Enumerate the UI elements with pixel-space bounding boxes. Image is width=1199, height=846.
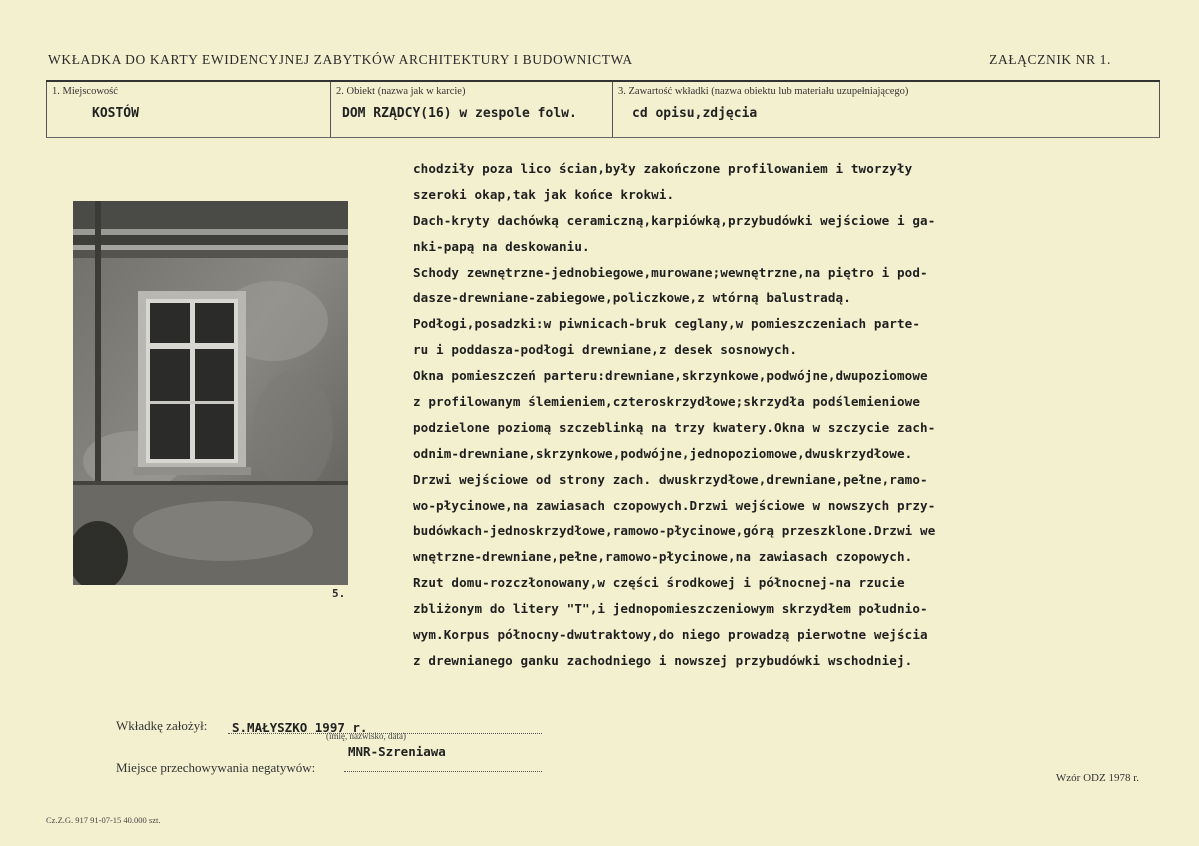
photo-illustration bbox=[73, 201, 348, 585]
locality-label: 1. Miejscowość bbox=[52, 86, 118, 97]
field-divider-1 bbox=[46, 82, 47, 137]
text-line: wym.Korpus północny-dwutraktowy,do niego prowadzą pierwotne wejścia bbox=[413, 627, 928, 643]
object-value: DOM RZĄDCY(16) w zespole folw. bbox=[342, 106, 577, 121]
text-line: szeroki okap,tak jak końce krokwi. bbox=[413, 186, 675, 202]
field-divider-4 bbox=[1159, 82, 1160, 137]
locality-value: KOSTÓW bbox=[92, 106, 139, 121]
header-bottom-rule bbox=[46, 137, 1160, 138]
author-label: Wkładkę założył: bbox=[116, 718, 208, 733]
text-line: podzielone poziomą szczeblinką na trzy kwatery.Okna w szczycie zach- bbox=[413, 419, 936, 435]
text-line: Rzut domu-rozczłonowany,w części środkowej i północnej-na rzucie bbox=[413, 575, 905, 591]
storage-value: MNR-Szreniawa bbox=[348, 744, 446, 759]
annex-number: ZAŁĄCZNIK NR 1. bbox=[989, 52, 1111, 67]
text-line: odnim-drewniane,skrzynkowe,podwójne,jednopoziomowe,dwuskrzydłowe. bbox=[413, 445, 913, 461]
photo-number: 5. bbox=[332, 587, 346, 600]
text-line: dasze-drewniane-zabiegowe,policzkowe,z wtórną balustradą. bbox=[413, 290, 851, 306]
text-line: wnętrzne-drewniane,pełne,ramowo-płycinowe,na zawiasach czopowych. bbox=[413, 549, 913, 565]
print-info: Cz.Z.G. 917 91-07-15 40.000 szt. bbox=[46, 815, 161, 825]
author-value: S.MAŁYSZKO 1997 r. bbox=[232, 720, 368, 735]
text-line: wo-płycinowe,na zawiasach czopowych.Drzwi wejściowe w nowszych przy- bbox=[413, 497, 936, 513]
form-template-id: Wzór ODZ 1978 r. bbox=[1055, 772, 1139, 784]
object-label: 2. Obiekt (nazwa jak w karcie) bbox=[336, 86, 466, 97]
text-line: Podłogi,posadzki:w piwnicach-bruk ceglany,w pomieszczeniach parte- bbox=[413, 316, 921, 332]
building-photo bbox=[73, 201, 348, 585]
storage-dotted-line bbox=[344, 771, 542, 772]
text-line: Drzwi wejściowe od strony zach. dwuskrzydłowe,drewniane,pełne,ramo- bbox=[413, 471, 928, 487]
author-caption: (imię, nazwisko, data) bbox=[326, 731, 406, 741]
text-line: zbliżonym do litery "T",i jednopomieszczeniowym skrzydłem południo- bbox=[413, 601, 928, 617]
document-title: WKŁADKA DO KARTY EWIDENCYJNEJ ZABYTKÓW ARCHITEKTURY I BUDOWNICTWA bbox=[48, 52, 633, 67]
text-line: ru i poddasza-podłogi drewniane,z desek sosnowych. bbox=[413, 342, 798, 358]
text-line: nki-papą na deskowaniu. bbox=[413, 238, 590, 254]
text-line: chodziły poza lico ścian,były zakończone profilowaniem i tworzyły bbox=[413, 161, 913, 176]
field-divider-3 bbox=[612, 82, 613, 137]
contents-label: 3. Zawartość wkładki (nazwa obiektu lub materiału uzupełniającego) bbox=[618, 86, 909, 97]
text-line: Schody zewnętrzne-jednobiegowe,murowane;wewnętrzne,na piętro i pod- bbox=[413, 264, 928, 280]
field-divider-2 bbox=[330, 82, 331, 137]
header-top-rule bbox=[46, 80, 1160, 82]
storage-label: Miejsce przechowywania negatywów: bbox=[116, 760, 316, 775]
text-line: Dach-kryty dachówką ceramiczną,karpiówką,przybudówki wejściowe i ga- bbox=[413, 212, 936, 228]
text-line: budówkach-jednoskrzydłowe,ramowo-płycinowe,górą przeszklone.Drzwi we bbox=[413, 523, 936, 539]
text-line: Okna pomieszczeń parteru:drewniane,skrzynkowe,podwójne,dwupoziomowe bbox=[413, 368, 928, 384]
contents-value: cd opisu,zdjęcia bbox=[632, 106, 758, 121]
text-line: z profilowanym ślemieniem,czteroskrzydłowe;skrzydła podślemieniowe bbox=[413, 394, 921, 410]
description-text bbox=[413, 156, 1113, 674]
text-line: z drewnianego ganku zachodniego i nowszej przybudówki wschodniej. bbox=[413, 652, 913, 668]
